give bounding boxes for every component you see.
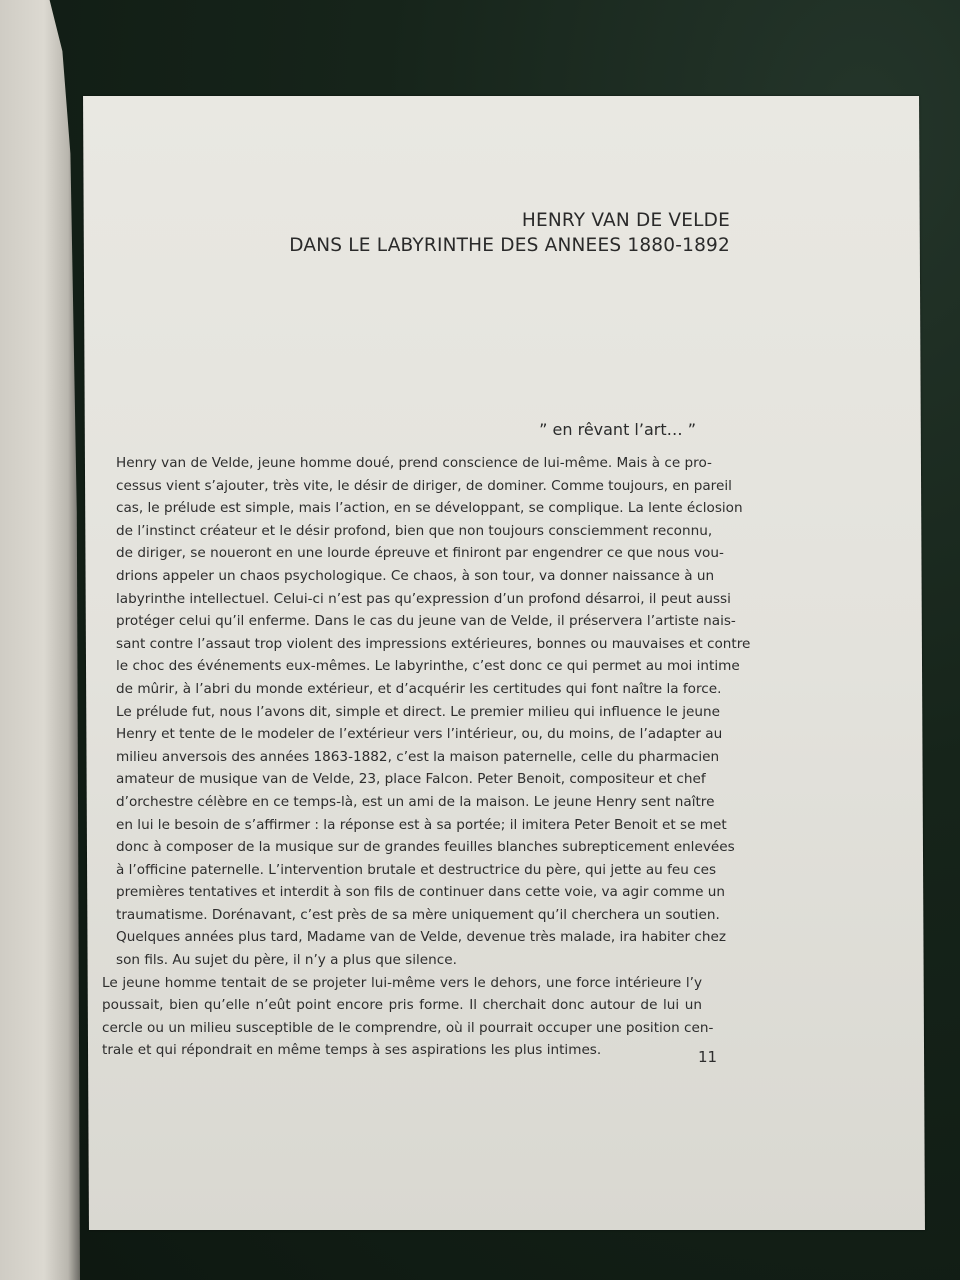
text-line: de mûrir, à l’abri du monde extérieur, et d’acquérir les certitudes qui font naître la force. xyxy=(116,680,722,697)
text-line: drions appeler un chaos psychologique. Ce chaos, à son tour, va donner naissance à un xyxy=(116,567,715,584)
facing-page-edge xyxy=(0,0,80,1280)
chapter-title-line-2: DANS LE LABYRINTHE DES ANNEES 1880-1892 xyxy=(289,235,730,256)
page-number: 11 xyxy=(698,1048,718,1066)
text-line: protéger celui qu’il enferme. Dans le cas du jeune van de Velde, il préservera l’artiste nais- xyxy=(116,613,736,630)
text-line: en lui le besoin de s’affirmer : la réponse est à sa portée; il imitera Peter Benoit et se met xyxy=(116,816,727,833)
text-line: amateur de musique van de Velde, 23, place Falcon. Peter Benoit, compositeur et chef xyxy=(116,771,706,788)
text-line: sant contre l’assaut trop violent des impressions extérieures, bonnes ou mauvaises et contre xyxy=(116,635,751,652)
text-line: Quelques années plus tard, Madame van de Velde, devenue très malade, ira habiter chez xyxy=(116,929,727,946)
text-line: milieu anversois des années 1863-1882, c’est la maison paternelle, celle du pharmacien xyxy=(116,748,720,765)
text-line: traumatisme. Dorénavant, c’est près de sa mère uniquement qu’il cherchera un soutien. xyxy=(116,906,720,923)
text-line: Le prélude fut, nous l’avons dit, simple et direct. Le premier milieu qui influence le jeune xyxy=(116,703,720,720)
text-line: poussait, bien qu’elle n’eût point encore pris forme. Il cherchait donc autour de lui un xyxy=(102,997,702,1014)
text-line: labyrinthe intellectuel. Celui-ci n’est pas qu’expression d’un profond désarroi, il peut aussi xyxy=(116,590,731,607)
text-line: cercle ou un milieu susceptible de le comprendre, où il pourrait occuper une position cen- xyxy=(102,1019,714,1036)
text-line: cessus vient s’ajouter, très vite, le désir de diriger, de dominer. Comme toujours, en pareil xyxy=(116,477,732,494)
chapter-title xyxy=(289,208,730,258)
epigraph: ” en rêvant l’art… ” xyxy=(539,420,696,439)
text-line: de l’instinct créateur et le désir profond, bien que non toujours consciemment reconnu, xyxy=(116,522,713,539)
text-line: d’orchestre célèbre en ce temps-là, est un ami de la maison. Le jeune Henry sent naître xyxy=(116,793,715,810)
text-line: de diriger, se noueront en une lourde épreuve et finiront par engendrer ce que nous vou- xyxy=(116,545,724,562)
text-line: Henry van de Velde, jeune homme doué, prend conscience de lui-même. Mais à ce pro- xyxy=(116,455,712,471)
chapter-title-line-1: HENRY VAN DE VELDE xyxy=(521,210,730,231)
text-line: donc à composer de la musique sur de grandes feuilles blanches subrepticement enlevées xyxy=(116,839,735,856)
body-text xyxy=(102,452,751,1062)
text-line: à l’officine paternelle. L’intervention brutale et destructrice du père, qui jette au feu ces xyxy=(116,861,717,878)
text-line: Henry et tente de le modeler de l’extérieur vers l’intérieur, ou, du moins, de l’adapter au xyxy=(116,726,723,743)
text-line: premières tentatives et interdit à son fils de continuer dans cette voie, va agir comme un xyxy=(116,884,726,901)
paragraph-1 xyxy=(114,452,751,972)
text-line: trale et qui répondrait en même temps à ses aspirations les plus intimes. xyxy=(102,1042,602,1059)
text-line: cas, le prélude est simple, mais l’action, en se développant, se complique. La lente éclosion xyxy=(116,500,743,517)
text-line: le choc des événements eux-mêmes. Le labyrinthe, c’est donc ce qui permet au moi intime xyxy=(116,658,740,675)
text-line: Le jeune homme tentait de se projeter lui-même vers le dehors, une force intérieure l’y xyxy=(102,974,702,991)
text-line: son fils. Au sujet du père, il n’y a plus que silence. xyxy=(116,952,457,969)
